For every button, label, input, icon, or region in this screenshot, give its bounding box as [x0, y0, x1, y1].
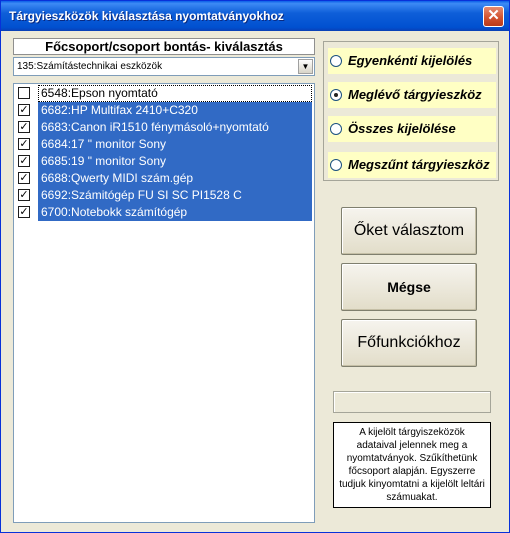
radio-label: Összes kijelölése: [348, 121, 456, 136]
item-checkbox[interactable]: ✓: [19, 121, 29, 133]
choose-button[interactable]: Őket választom: [341, 207, 477, 255]
item-label: 6692:Számitógép FU SI SC PI1528 C: [38, 187, 312, 204]
item-label: 6688:Qwerty MIDI szám.gép: [38, 170, 312, 187]
progress-bar: [333, 391, 491, 413]
radio-label: Meglévő tárgyieszköz: [348, 87, 482, 102]
combobox-dropdown-button[interactable]: [298, 59, 313, 74]
list-item[interactable]: [14, 85, 314, 102]
radio-option[interactable]: [328, 82, 496, 108]
list-item[interactable]: [14, 119, 314, 136]
item-checkbox[interactable]: ✓: [19, 172, 29, 184]
item-label: 6684:17 " monitor Sony: [38, 136, 312, 153]
window-title: Tárgyieszközök kiválasztása nyomtatványokhoz: [9, 9, 284, 23]
item-checkbox[interactable]: ✓: [19, 206, 29, 218]
item-label: 6548:Epson nyomtató: [38, 85, 312, 102]
close-icon: ✕: [487, 7, 500, 24]
main-functions-button[interactable]: Főfunkciókhoz: [341, 319, 477, 367]
radio-label: Megszűnt tárgyieszköz: [348, 157, 490, 172]
list-item[interactable]: [14, 170, 314, 187]
close-button[interactable]: [483, 6, 504, 27]
item-checkbox[interactable]: ✓: [19, 189, 29, 201]
item-label: 6683:Canon iR1510 fénymásoló+nyomtató: [38, 119, 312, 136]
item-checkbox[interactable]: [18, 87, 30, 99]
item-label: 6682:HP Multifax 2410+C320: [38, 102, 312, 119]
item-checkbox[interactable]: ✓: [19, 138, 29, 150]
chevron-down-icon: ▼: [301, 62, 310, 71]
radio-option[interactable]: [328, 48, 496, 74]
info-text-box: A kijelölt tárgyiszeközök adataival jelennek meg a nyomtatványok. Szűkíthetünk főcsoport alapján. Egyszerre tudjuk kinyomtatni a kijelölt leltári számuakat.: [333, 422, 491, 508]
item-checkbox[interactable]: ✓: [19, 104, 29, 116]
cancel-button[interactable]: Mégse: [341, 263, 477, 311]
list-item[interactable]: [14, 153, 314, 170]
list-item[interactable]: [14, 204, 314, 221]
item-checkbox[interactable]: ✓: [19, 155, 29, 167]
asset-listbox[interactable]: [13, 83, 315, 523]
radio-option[interactable]: [328, 116, 496, 142]
radio-button-icon[interactable]: [330, 159, 342, 171]
combobox-value: 135:Számítástechnikai eszközök: [17, 61, 163, 72]
group-combobox[interactable]: [13, 57, 315, 76]
item-label: 6700:Notebokk számítógép: [38, 204, 312, 221]
radio-button-icon[interactable]: [330, 89, 342, 101]
selection-mode-group: [323, 41, 499, 181]
group-header: Főcsoport/csoport bontás- kiválasztás: [13, 38, 315, 55]
list-item[interactable]: [14, 136, 314, 153]
radio-label: Egyenkénti kijelölés: [348, 53, 473, 68]
title-bar[interactable]: [1, 1, 509, 31]
list-item[interactable]: [14, 187, 314, 204]
item-label: 6685:19 " monitor Sony: [38, 153, 312, 170]
radio-button-icon[interactable]: [330, 123, 342, 135]
radio-option[interactable]: [328, 152, 496, 178]
list-item[interactable]: [14, 102, 314, 119]
radio-button-icon[interactable]: [330, 55, 342, 67]
